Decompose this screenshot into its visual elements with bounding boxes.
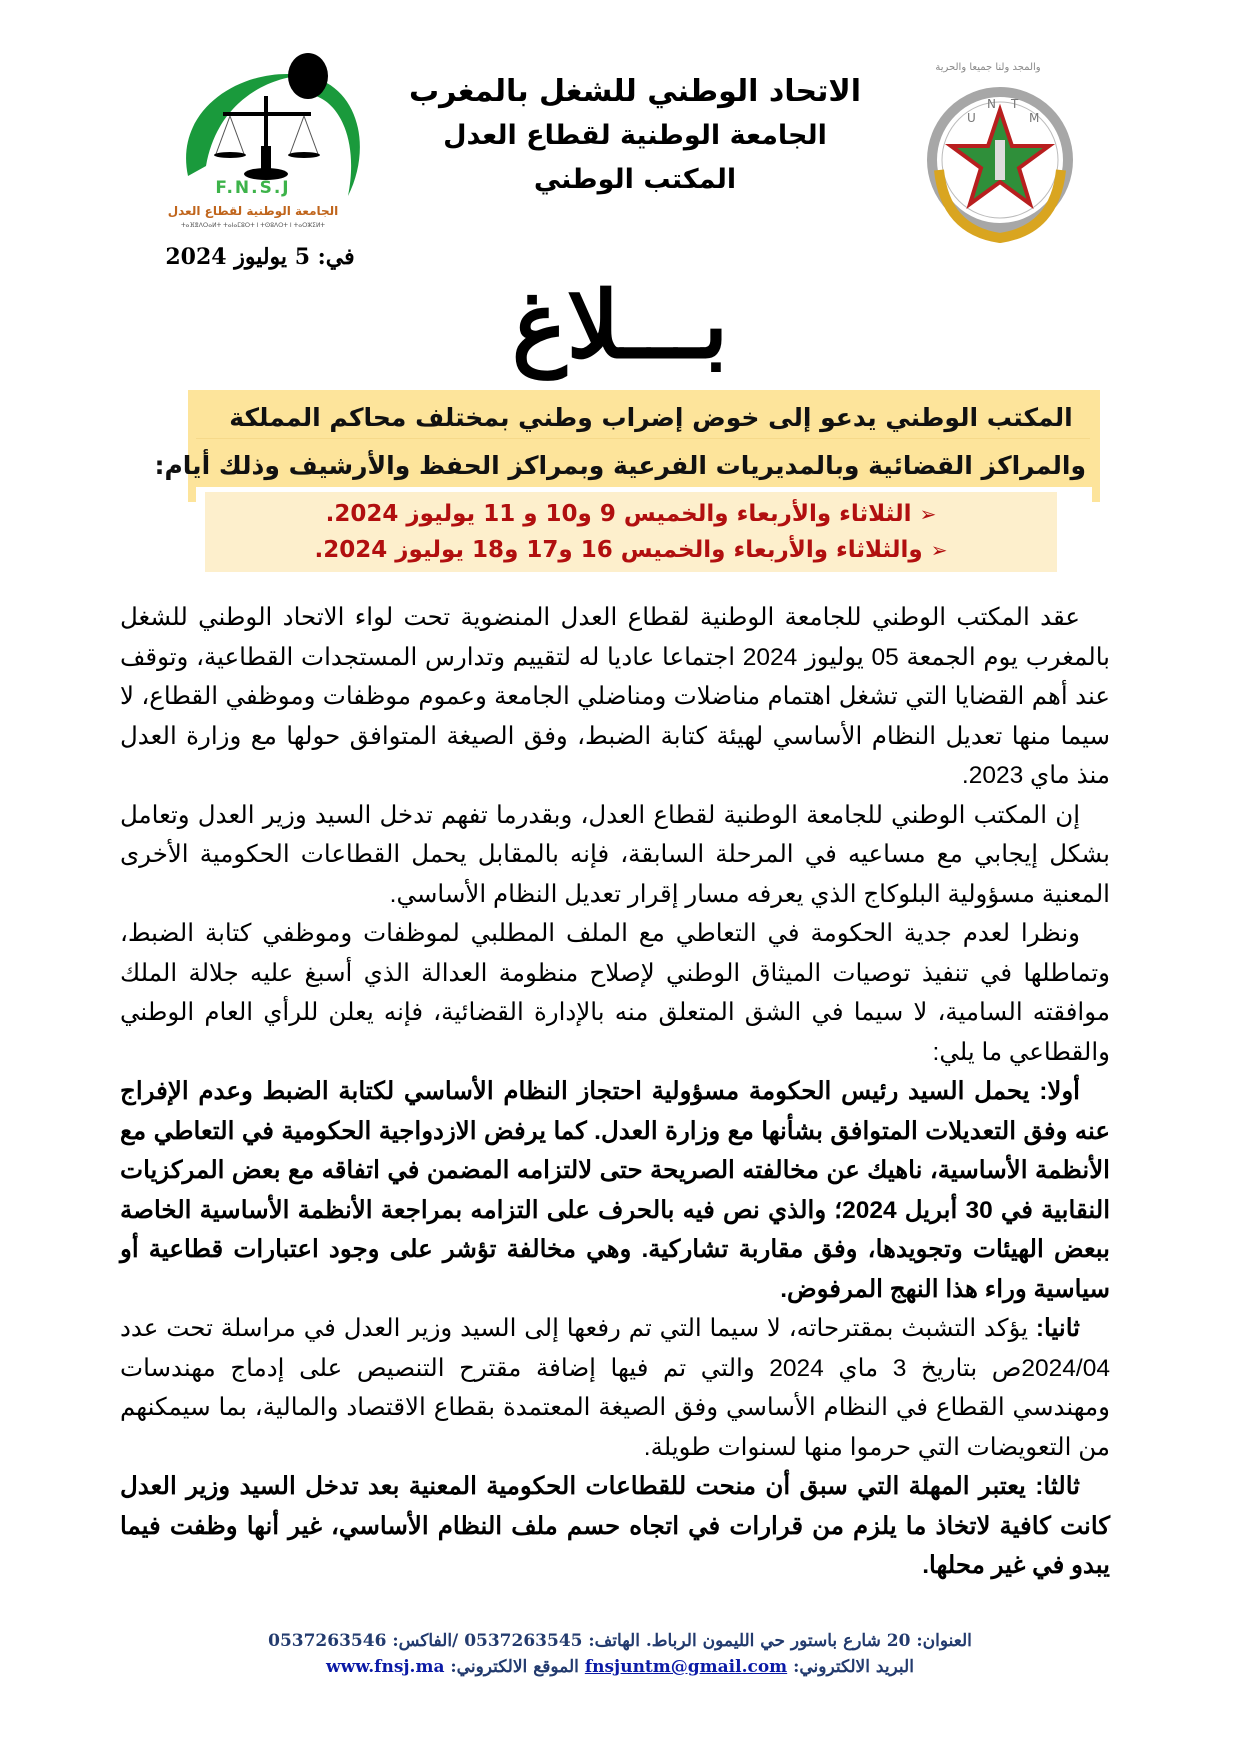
- svg-text:N: N: [987, 97, 996, 111]
- strike-day-item: ➢والثلاثاء والأربعاء والخميس 16 و17 و18 يوليوز 2024.: [205, 532, 1057, 568]
- second-point-label: ثانيا:: [1035, 1315, 1080, 1342]
- paragraph-declaration: ونظرا لعدم جدية الحكومة في التعاطي مع الملف المطلبي لموظفات وموظفي كتابة الضبط، وتماطلها في تنفيذ توصيات الميثاق الوطني لإصلاح منظومة العدالة الذي أسبغ عليه جلالة الملك موافقته السامية، لا سيما في الشق المتعلق منه بالإدارة القضائية، فإنه يعلن للرأي العام الوطني والقطاعي ما يلي:: [120, 920, 1110, 1066]
- website-link[interactable]: www.fnsj.ma: [326, 1657, 445, 1677]
- letterhead: [400, 70, 870, 202]
- office-name: المكتب الوطني: [533, 164, 737, 195]
- footer-address-line: [200, 1628, 1040, 1654]
- fnsj-name-tifinagh: ⵜⴰⴼⴻⴷⵔⴰⵍⵜ ⵜⴰⵏⴰⵎⵓⵔⵜ ⵏ ⵜⵙⵓⴷⵔⵜ ⵏ ⵜⴰⵔⵣⵉⵍⵜ: [180, 222, 326, 229]
- strike-day-item: ➢الثلاثاء والأربعاء والخميس 9 و10 و 11 يوليوز 2024.: [205, 496, 1057, 532]
- arrow-bullet-icon: ➢: [930, 538, 948, 562]
- statement-body: [120, 598, 1110, 1586]
- website-label: الموقع الالكتروني:: [450, 1657, 579, 1677]
- second-point-text: يؤكد التشبث بمقترحاته، لا سيما التي تم رفعها إلى السيد وزير العدل في مراسلة تحت عدد 2024/04ص بتاريخ 3 ماي 2024 والتي تم فيها إضافة مقترح التنصيص على إدماج مهندسات ومهندسي القطاع في النظام الأساسي وفق الصيغة المعتمدة بقطاع الاقتصاد والمالية، بما سيمكنهم من التعويضات التي حرموا منها لسنوات طويلة.: [120, 1315, 1110, 1461]
- strike-days-box: [205, 492, 1057, 572]
- svg-text:T: T: [1011, 97, 1019, 111]
- union-name: الاتحاد الوطني للشغل بالمغرب: [408, 74, 862, 109]
- footer-contact: [200, 1628, 1040, 1680]
- paragraph-meeting: عقد المكتب الوطني للجامعة الوطنية لقطاع العدل المنضوية تحت لواء الاتحاد الوطني للشغل بالمغرب يوم الجمعة 05 يوليوز 2024 اجتماعا عاديا له لتقييم وتدارس المستجدات القطاعية، وتوقف عند أهم القضايا التي تشغل اهتمام مناضلات ومناضلي الجامعة وعموم موظفات وموظفي القطاع، لا سيما منها تعديل النظام الأساسي لهيئة كتابة الضبط، وفق الصيغة المتوافق حولها مع وزارة العدل منذ ماي 2023.: [120, 604, 1111, 789]
- paragraph-position: إن المكتب الوطني للجامعة الوطنية لقطاع العدل، وبقدرما تفهم تدخل السيد وزير العدل وتعامل بشكل إيجابي مع مساعيه في المرحلة السابقة، فإنه بالمقابل يحمل القطاعات الحكومية الأخرى المعنية مسؤولية البلوكاج الذي يعرفه مسار إقرار تعديل النظام الأساسي.: [120, 801, 1110, 908]
- fnsj-acronym: F.N.S.J: [215, 178, 291, 198]
- document-date: في: 5 يوليوز 2024: [165, 244, 355, 270]
- email-label: البريد الالكتروني:: [793, 1657, 914, 1677]
- strike-days-list: [205, 496, 1057, 568]
- strike-announcement-box: [154, 390, 1100, 502]
- divider: [196, 438, 1090, 439]
- footer-online-line: [200, 1654, 1040, 1680]
- fax-label: /الفاكس:: [392, 1631, 459, 1651]
- address-value: 20 شارع باستور حي الليمون الرباط.: [645, 1631, 911, 1651]
- paragraph-first-point: أولا: يحمل السيد رئيس الحكومة مسؤولية احتجاز النظام الأساسي لكتابة الضبط وعدم الإفراج عنه وفق التعديلات المتوافق بشأنها مع وزارة العدل. كما يرفض الازدواجية الحكومية في التعاطي مع الأنظمة الأساسية، ناهيك عن مخالفته الصريحة حتى لالتزامه المضمن في اتفاقه مع بعض المركزيات النقابية في 30 أبريل 2024؛ والذي نص فيه بالحرف على التزامه بمراجعة الأنظمة الأساسية الخاصة ببعض الهيئات وتجويدها، وفق مقاربة تشاركية. وهي مخالفة تؤشر على وجود اعتبارات قطاعية أو سياسية وراء هذا النهج المرفوض.: [120, 1078, 1111, 1303]
- svg-text:U: U: [967, 111, 976, 125]
- strike-announcement: [154, 394, 1086, 490]
- federation-name: الجامعة الوطنية لقطاع العدل: [443, 120, 827, 151]
- document-title: بـــلاغ: [511, 271, 729, 379]
- svg-text:M: M: [1029, 111, 1040, 125]
- paragraph-second-point: [120, 1309, 1110, 1467]
- announcement-line-1: المكتب الوطني يدعو إلى خوض إضراب وطني بمختلف محاكم المملكة: [229, 403, 1073, 432]
- fnsj-name-ar: الجامعة الوطنية لقطاع العدل: [167, 204, 339, 218]
- untm-logo: [925, 62, 1075, 252]
- phone-label: الهاتف:: [588, 1631, 640, 1651]
- address-label: العنوان:: [916, 1631, 972, 1651]
- arrow-bullet-icon: ➢: [919, 502, 937, 526]
- star-emblem-icon: [925, 80, 1075, 250]
- email-link[interactable]: fnsjuntm@gmail.com: [584, 1657, 788, 1677]
- paragraph-third-point: ثالثا: يعتبر المهلة التي سبق أن منحت للقطاعات الحكومية المعنية بعد تدخل السيد وزير العدل كانت كافية لاتخاذ ما يلزم من قرارات في اتجاه حسم ملف النظام الأساسي، غير أنها وظفت فيما يبدو في غير محلها.: [120, 1473, 1110, 1579]
- announcement-line-2: والمراكز القضائية وبالمديريات الفرعية وبمراكز الحفظ والأرشيف وذلك أيام:: [154, 451, 1086, 480]
- untm-motto: والمجد ولنا جميعا والحرية: [935, 62, 1041, 73]
- fax-value: 0537263546: [268, 1631, 387, 1651]
- phone-value: 0537263545: [464, 1631, 583, 1651]
- fnsj-logo: [158, 46, 380, 246]
